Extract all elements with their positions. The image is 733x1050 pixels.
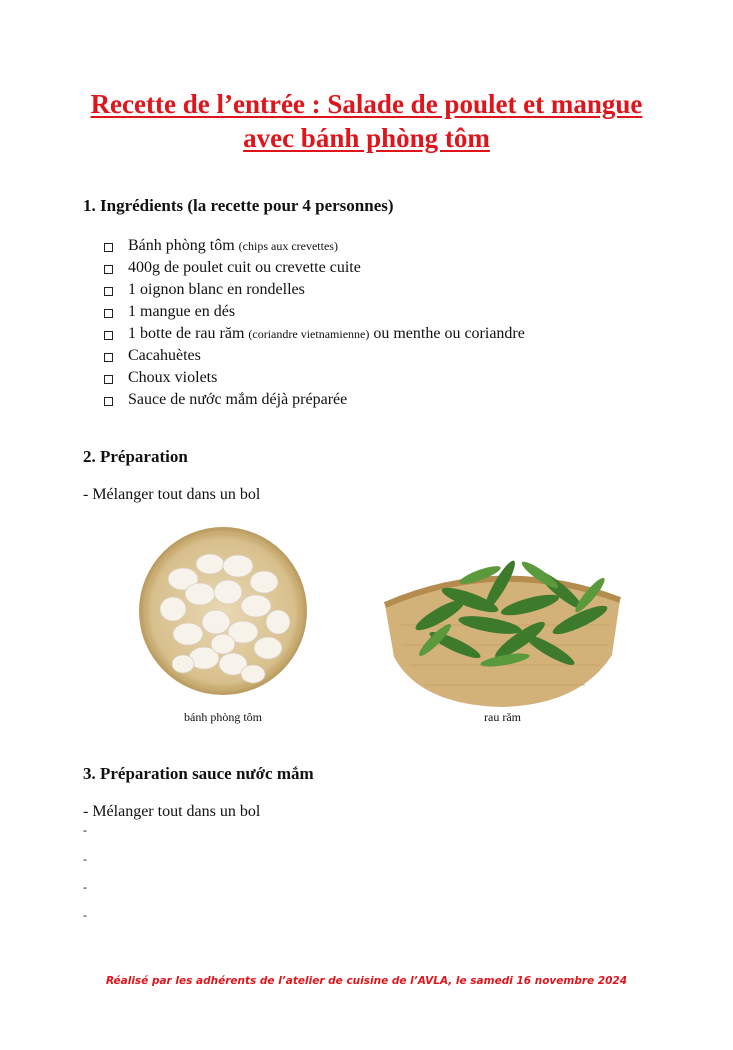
footer-credit: Réalisé par les adhérents de l’atelier de cuisine de l’AVLA, le samedi 16 novembre 2024 [105,975,628,987]
list-item: Bánh phòng tôm (chips aux crevettes) [104,235,525,257]
list-item: 1 oignon blanc en rondelles [104,279,525,301]
list-item: Sauce de nước mắm déjà préparée [104,389,525,411]
checkbox-bullet-icon [104,309,113,318]
checkbox-bullet-icon [104,331,113,340]
page-title [40,87,693,155]
preparation-heading: 2. Préparation [83,447,188,466]
checkbox-bullet-icon [104,375,113,384]
empty-step-dash: - [83,908,87,922]
rau-ram-photo [380,545,625,707]
title-line-1: Recette de l’entrée : Salade de poulet et mangue [90,89,643,119]
empty-step-dash: - [83,823,87,837]
checkbox-bullet-icon [104,353,113,362]
list-item: Cacahuètes [104,345,525,367]
preparation-step: - Mélanger tout dans un bol [83,486,261,503]
list-item: 400g de poulet cuit ou crevette cuite [104,257,525,279]
checkbox-bullet-icon [104,243,113,252]
title-line-2: avec bánh phòng tôm [243,123,490,153]
sauce-step: - Mélanger tout dans un bol [83,803,261,820]
sauce-heading: 3. Préparation sauce nước mắm [83,764,314,783]
ingredients-list [104,235,525,411]
checkbox-bullet-icon [104,287,113,296]
caption-prawn-chips: bánh phòng tôm [184,710,262,724]
empty-step-dash: - [83,852,87,866]
prawn-chips-photo [138,524,308,698]
list-item: 1 botte de rau răm (coriandre vietnamienne) ou menthe ou coriandre [104,323,525,345]
ingredients-heading: 1. Ingrédients (la recette pour 4 personnes) [83,196,394,215]
caption-rau-ram: rau răm [484,710,521,724]
checkbox-bullet-icon [104,397,113,406]
checkbox-bullet-icon [104,265,113,274]
empty-step-dash: - [83,880,87,894]
list-item: 1 mangue en dés [104,301,525,323]
list-item: Choux violets [104,367,525,389]
